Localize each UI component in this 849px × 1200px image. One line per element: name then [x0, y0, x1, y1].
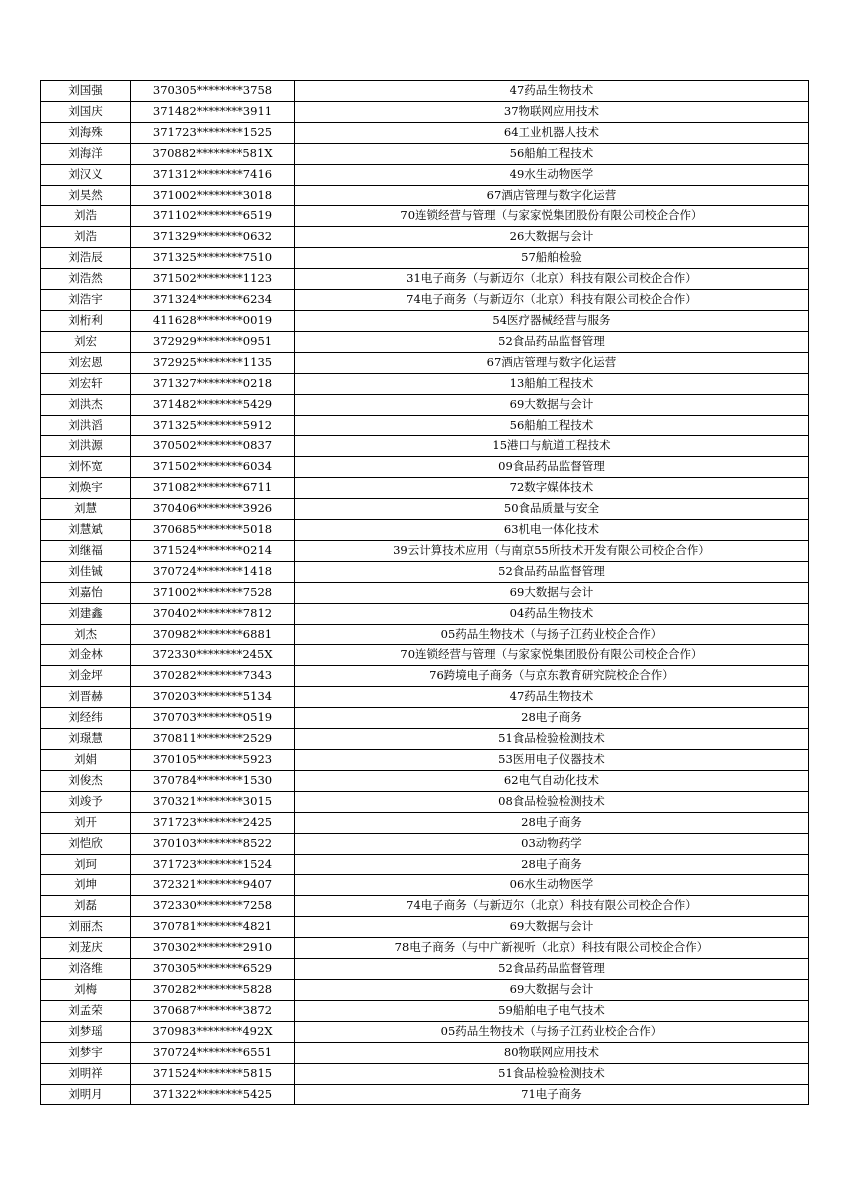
roster-body [41, 81, 809, 1105]
student-name-cell: 刘经纬 [41, 708, 131, 729]
id-number-cell: 371082********6711 [131, 478, 295, 499]
table-row [41, 415, 809, 436]
student-name-cell: 刘晋赫 [41, 687, 131, 708]
major-cell: 37物联网应用技术 [295, 101, 809, 122]
major-cell: 74电子商务（与新迈尔（北京）科技有限公司校企合作） [295, 896, 809, 917]
id-number-cell: 370781********4821 [131, 917, 295, 938]
roster-sheet [40, 80, 808, 1105]
table-row [41, 854, 809, 875]
student-name-cell: 刘浩 [41, 227, 131, 248]
table-row [41, 1000, 809, 1021]
major-cell: 70连锁经营与管理（与家家悦集团股份有限公司校企合作） [295, 206, 809, 227]
major-cell: 08食品检验检测技术 [295, 791, 809, 812]
student-name-cell: 刘佳铖 [41, 561, 131, 582]
major-cell: 39云计算技术应用（与南京55所技术开发有限公司校企合作） [295, 540, 809, 561]
table-row [41, 457, 809, 478]
major-cell: 63机电一体化技术 [295, 520, 809, 541]
major-cell: 31电子商务（与新迈尔（北京）科技有限公司校企合作） [295, 269, 809, 290]
major-cell: 69大数据与会计 [295, 394, 809, 415]
major-cell: 05药品生物技术（与扬子江药业校企合作） [295, 1021, 809, 1042]
id-number-cell: 370305********6529 [131, 959, 295, 980]
table-row [41, 1042, 809, 1063]
major-cell: 09食品药品监督管理 [295, 457, 809, 478]
student-name-cell: 刘宏恩 [41, 352, 131, 373]
student-name-cell: 刘昊然 [41, 185, 131, 206]
table-row [41, 164, 809, 185]
table-row [41, 708, 809, 729]
student-name-cell: 刘洛维 [41, 959, 131, 980]
major-cell: 28电子商务 [295, 708, 809, 729]
id-number-cell: 372321********9407 [131, 875, 295, 896]
table-row [41, 791, 809, 812]
id-number-cell: 371524********5815 [131, 1063, 295, 1084]
student-name-cell: 刘金林 [41, 645, 131, 666]
table-row [41, 1084, 809, 1105]
table-row [41, 561, 809, 582]
table-row [41, 582, 809, 603]
id-number-cell: 370282********5828 [131, 979, 295, 1000]
id-number-cell: 371102********6519 [131, 206, 295, 227]
student-name-cell: 刘珂 [41, 854, 131, 875]
table-row [41, 122, 809, 143]
table-row [41, 352, 809, 373]
major-cell: 62电气自动化技术 [295, 770, 809, 791]
table-row [41, 1063, 809, 1084]
student-name-cell: 刘海洋 [41, 143, 131, 164]
id-number-cell: 370105********5923 [131, 750, 295, 771]
table-row [41, 248, 809, 269]
table-row [41, 603, 809, 624]
id-number-cell: 371325********5912 [131, 415, 295, 436]
table-row [41, 896, 809, 917]
table-row [41, 1021, 809, 1042]
table-row [41, 81, 809, 102]
major-cell: 69大数据与会计 [295, 979, 809, 1000]
id-number-cell: 372929********0951 [131, 331, 295, 352]
table-row [41, 875, 809, 896]
id-number-cell: 370687********3872 [131, 1000, 295, 1021]
id-number-cell: 371322********5425 [131, 1084, 295, 1105]
student-name-cell: 刘浩辰 [41, 248, 131, 269]
table-row [41, 959, 809, 980]
major-cell: 50食品质量与安全 [295, 499, 809, 520]
major-cell: 67酒店管理与数字化运营 [295, 185, 809, 206]
id-number-cell: 371482********5429 [131, 394, 295, 415]
student-name-cell: 刘宏轩 [41, 373, 131, 394]
student-name-cell: 刘娟 [41, 750, 131, 771]
major-cell: 78电子商务（与中广新视听（北京）科技有限公司校企合作） [295, 938, 809, 959]
admission-roster-table [40, 80, 809, 1105]
table-row [41, 331, 809, 352]
id-number-cell: 371502********6034 [131, 457, 295, 478]
table-row [41, 478, 809, 499]
table-row [41, 666, 809, 687]
student-name-cell: 刘丽杰 [41, 917, 131, 938]
major-cell: 64工业机器人技术 [295, 122, 809, 143]
id-number-cell: 371524********0214 [131, 540, 295, 561]
major-cell: 47药品生物技术 [295, 687, 809, 708]
table-row [41, 185, 809, 206]
student-name-cell: 刘慧 [41, 499, 131, 520]
student-name-cell: 刘梦宇 [41, 1042, 131, 1063]
student-name-cell: 刘竣予 [41, 791, 131, 812]
major-cell: 69大数据与会计 [295, 582, 809, 603]
major-cell: 15港口与航道工程技术 [295, 436, 809, 457]
student-name-cell: 刘洪源 [41, 436, 131, 457]
table-row [41, 687, 809, 708]
id-number-cell: 371327********0218 [131, 373, 295, 394]
major-cell: 03动物药学 [295, 833, 809, 854]
table-row [41, 750, 809, 771]
student-name-cell: 刘海殊 [41, 122, 131, 143]
student-name-cell: 刘明月 [41, 1084, 131, 1105]
student-name-cell: 刘俊杰 [41, 770, 131, 791]
student-name-cell: 刘浩然 [41, 269, 131, 290]
table-row [41, 833, 809, 854]
student-name-cell: 刘磊 [41, 896, 131, 917]
student-name-cell: 刘金坪 [41, 666, 131, 687]
table-row [41, 520, 809, 541]
major-cell: 52食品药品监督管理 [295, 959, 809, 980]
table-row [41, 436, 809, 457]
student-name-cell: 刘宏 [41, 331, 131, 352]
table-row [41, 729, 809, 750]
major-cell: 52食品药品监督管理 [295, 561, 809, 582]
major-cell: 74电子商务（与新迈尔（北京）科技有限公司校企合作） [295, 290, 809, 311]
student-name-cell: 刘开 [41, 812, 131, 833]
major-cell: 51食品检验检测技术 [295, 729, 809, 750]
student-name-cell: 刘慧斌 [41, 520, 131, 541]
id-number-cell: 371002********3018 [131, 185, 295, 206]
id-number-cell: 371002********7528 [131, 582, 295, 603]
table-row [41, 645, 809, 666]
table-row [41, 227, 809, 248]
id-number-cell: 371312********7416 [131, 164, 295, 185]
table-row [41, 373, 809, 394]
student-name-cell: 刘孟荣 [41, 1000, 131, 1021]
table-row [41, 499, 809, 520]
student-name-cell: 刘坤 [41, 875, 131, 896]
major-cell: 76跨境电子商务（与京东教育研究院校企合作） [295, 666, 809, 687]
id-number-cell: 371502********1123 [131, 269, 295, 290]
student-name-cell: 刘浩 [41, 206, 131, 227]
student-name-cell: 刘明祥 [41, 1063, 131, 1084]
major-cell: 59船舶电子电气技术 [295, 1000, 809, 1021]
student-name-cell: 刘怀宽 [41, 457, 131, 478]
student-name-cell: 刘璟慧 [41, 729, 131, 750]
id-number-cell: 370685********5018 [131, 520, 295, 541]
major-cell: 80物联网应用技术 [295, 1042, 809, 1063]
table-row [41, 540, 809, 561]
id-number-cell: 371723********2425 [131, 812, 295, 833]
table-row [41, 812, 809, 833]
major-cell: 72数字媒体技术 [295, 478, 809, 499]
id-number-cell: 370282********7343 [131, 666, 295, 687]
student-name-cell: 刘杰 [41, 624, 131, 645]
id-number-cell: 370703********0519 [131, 708, 295, 729]
id-number-cell: 370882********581X [131, 143, 295, 164]
table-row [41, 269, 809, 290]
student-name-cell: 刘梅 [41, 979, 131, 1000]
student-name-cell: 刘继福 [41, 540, 131, 561]
id-number-cell: 370321********3015 [131, 791, 295, 812]
table-row [41, 206, 809, 227]
major-cell: 28电子商务 [295, 854, 809, 875]
student-name-cell: 刘茏庆 [41, 938, 131, 959]
id-number-cell: 370784********1530 [131, 770, 295, 791]
table-row [41, 938, 809, 959]
table-row [41, 394, 809, 415]
id-number-cell: 370502********0837 [131, 436, 295, 457]
id-number-cell: 370983********492X [131, 1021, 295, 1042]
major-cell: 52食品药品监督管理 [295, 331, 809, 352]
student-name-cell: 刘汉义 [41, 164, 131, 185]
major-cell: 49水生动物医学 [295, 164, 809, 185]
id-number-cell: 370811********2529 [131, 729, 295, 750]
id-number-cell: 370203********5134 [131, 687, 295, 708]
id-number-cell: 372330********245X [131, 645, 295, 666]
major-cell: 04药品生物技术 [295, 603, 809, 624]
student-name-cell: 刘浩宇 [41, 290, 131, 311]
student-name-cell: 刘国庆 [41, 101, 131, 122]
major-cell: 67酒店管理与数字化运营 [295, 352, 809, 373]
major-cell: 56船舶工程技术 [295, 143, 809, 164]
major-cell: 54医疗器械经营与服务 [295, 310, 809, 331]
student-name-cell: 刘焕宇 [41, 478, 131, 499]
id-number-cell: 371723********1524 [131, 854, 295, 875]
table-row [41, 101, 809, 122]
table-row [41, 979, 809, 1000]
id-number-cell: 371482********3911 [131, 101, 295, 122]
student-name-cell: 刘建鑫 [41, 603, 131, 624]
id-number-cell: 371325********7510 [131, 248, 295, 269]
major-cell: 28电子商务 [295, 812, 809, 833]
id-number-cell: 370724********6551 [131, 1042, 295, 1063]
student-name-cell: 刘洪杰 [41, 394, 131, 415]
student-name-cell: 刘国强 [41, 81, 131, 102]
table-row [41, 624, 809, 645]
major-cell: 05药品生物技术（与扬子江药业校企合作） [295, 624, 809, 645]
id-number-cell: 372925********1135 [131, 352, 295, 373]
table-row [41, 143, 809, 164]
id-number-cell: 371723********1525 [131, 122, 295, 143]
student-name-cell: 刘洪滔 [41, 415, 131, 436]
id-number-cell: 370302********2910 [131, 938, 295, 959]
id-number-cell: 370103********8522 [131, 833, 295, 854]
id-number-cell: 370402********7812 [131, 603, 295, 624]
id-number-cell: 370305********3758 [131, 81, 295, 102]
major-cell: 57船舶检验 [295, 248, 809, 269]
student-name-cell: 刘梦瑶 [41, 1021, 131, 1042]
major-cell: 13船舶工程技术 [295, 373, 809, 394]
major-cell: 51食品检验检测技术 [295, 1063, 809, 1084]
table-row [41, 770, 809, 791]
major-cell: 70连锁经营与管理（与家家悦集团股份有限公司校企合作） [295, 645, 809, 666]
major-cell: 26大数据与会计 [295, 227, 809, 248]
table-row [41, 917, 809, 938]
id-number-cell: 370724********1418 [131, 561, 295, 582]
major-cell: 53医用电子仪器技术 [295, 750, 809, 771]
id-number-cell: 411628********0019 [131, 310, 295, 331]
table-row [41, 290, 809, 311]
id-number-cell: 372330********7258 [131, 896, 295, 917]
table-row [41, 310, 809, 331]
id-number-cell: 371329********0632 [131, 227, 295, 248]
id-number-cell: 370982********6881 [131, 624, 295, 645]
major-cell: 47药品生物技术 [295, 81, 809, 102]
student-name-cell: 刘桁利 [41, 310, 131, 331]
major-cell: 69大数据与会计 [295, 917, 809, 938]
major-cell: 56船舶工程技术 [295, 415, 809, 436]
student-name-cell: 刘嘉怡 [41, 582, 131, 603]
id-number-cell: 371324********6234 [131, 290, 295, 311]
id-number-cell: 370406********3926 [131, 499, 295, 520]
student-name-cell: 刘恺欣 [41, 833, 131, 854]
major-cell: 06水生动物医学 [295, 875, 809, 896]
major-cell: 71电子商务 [295, 1084, 809, 1105]
